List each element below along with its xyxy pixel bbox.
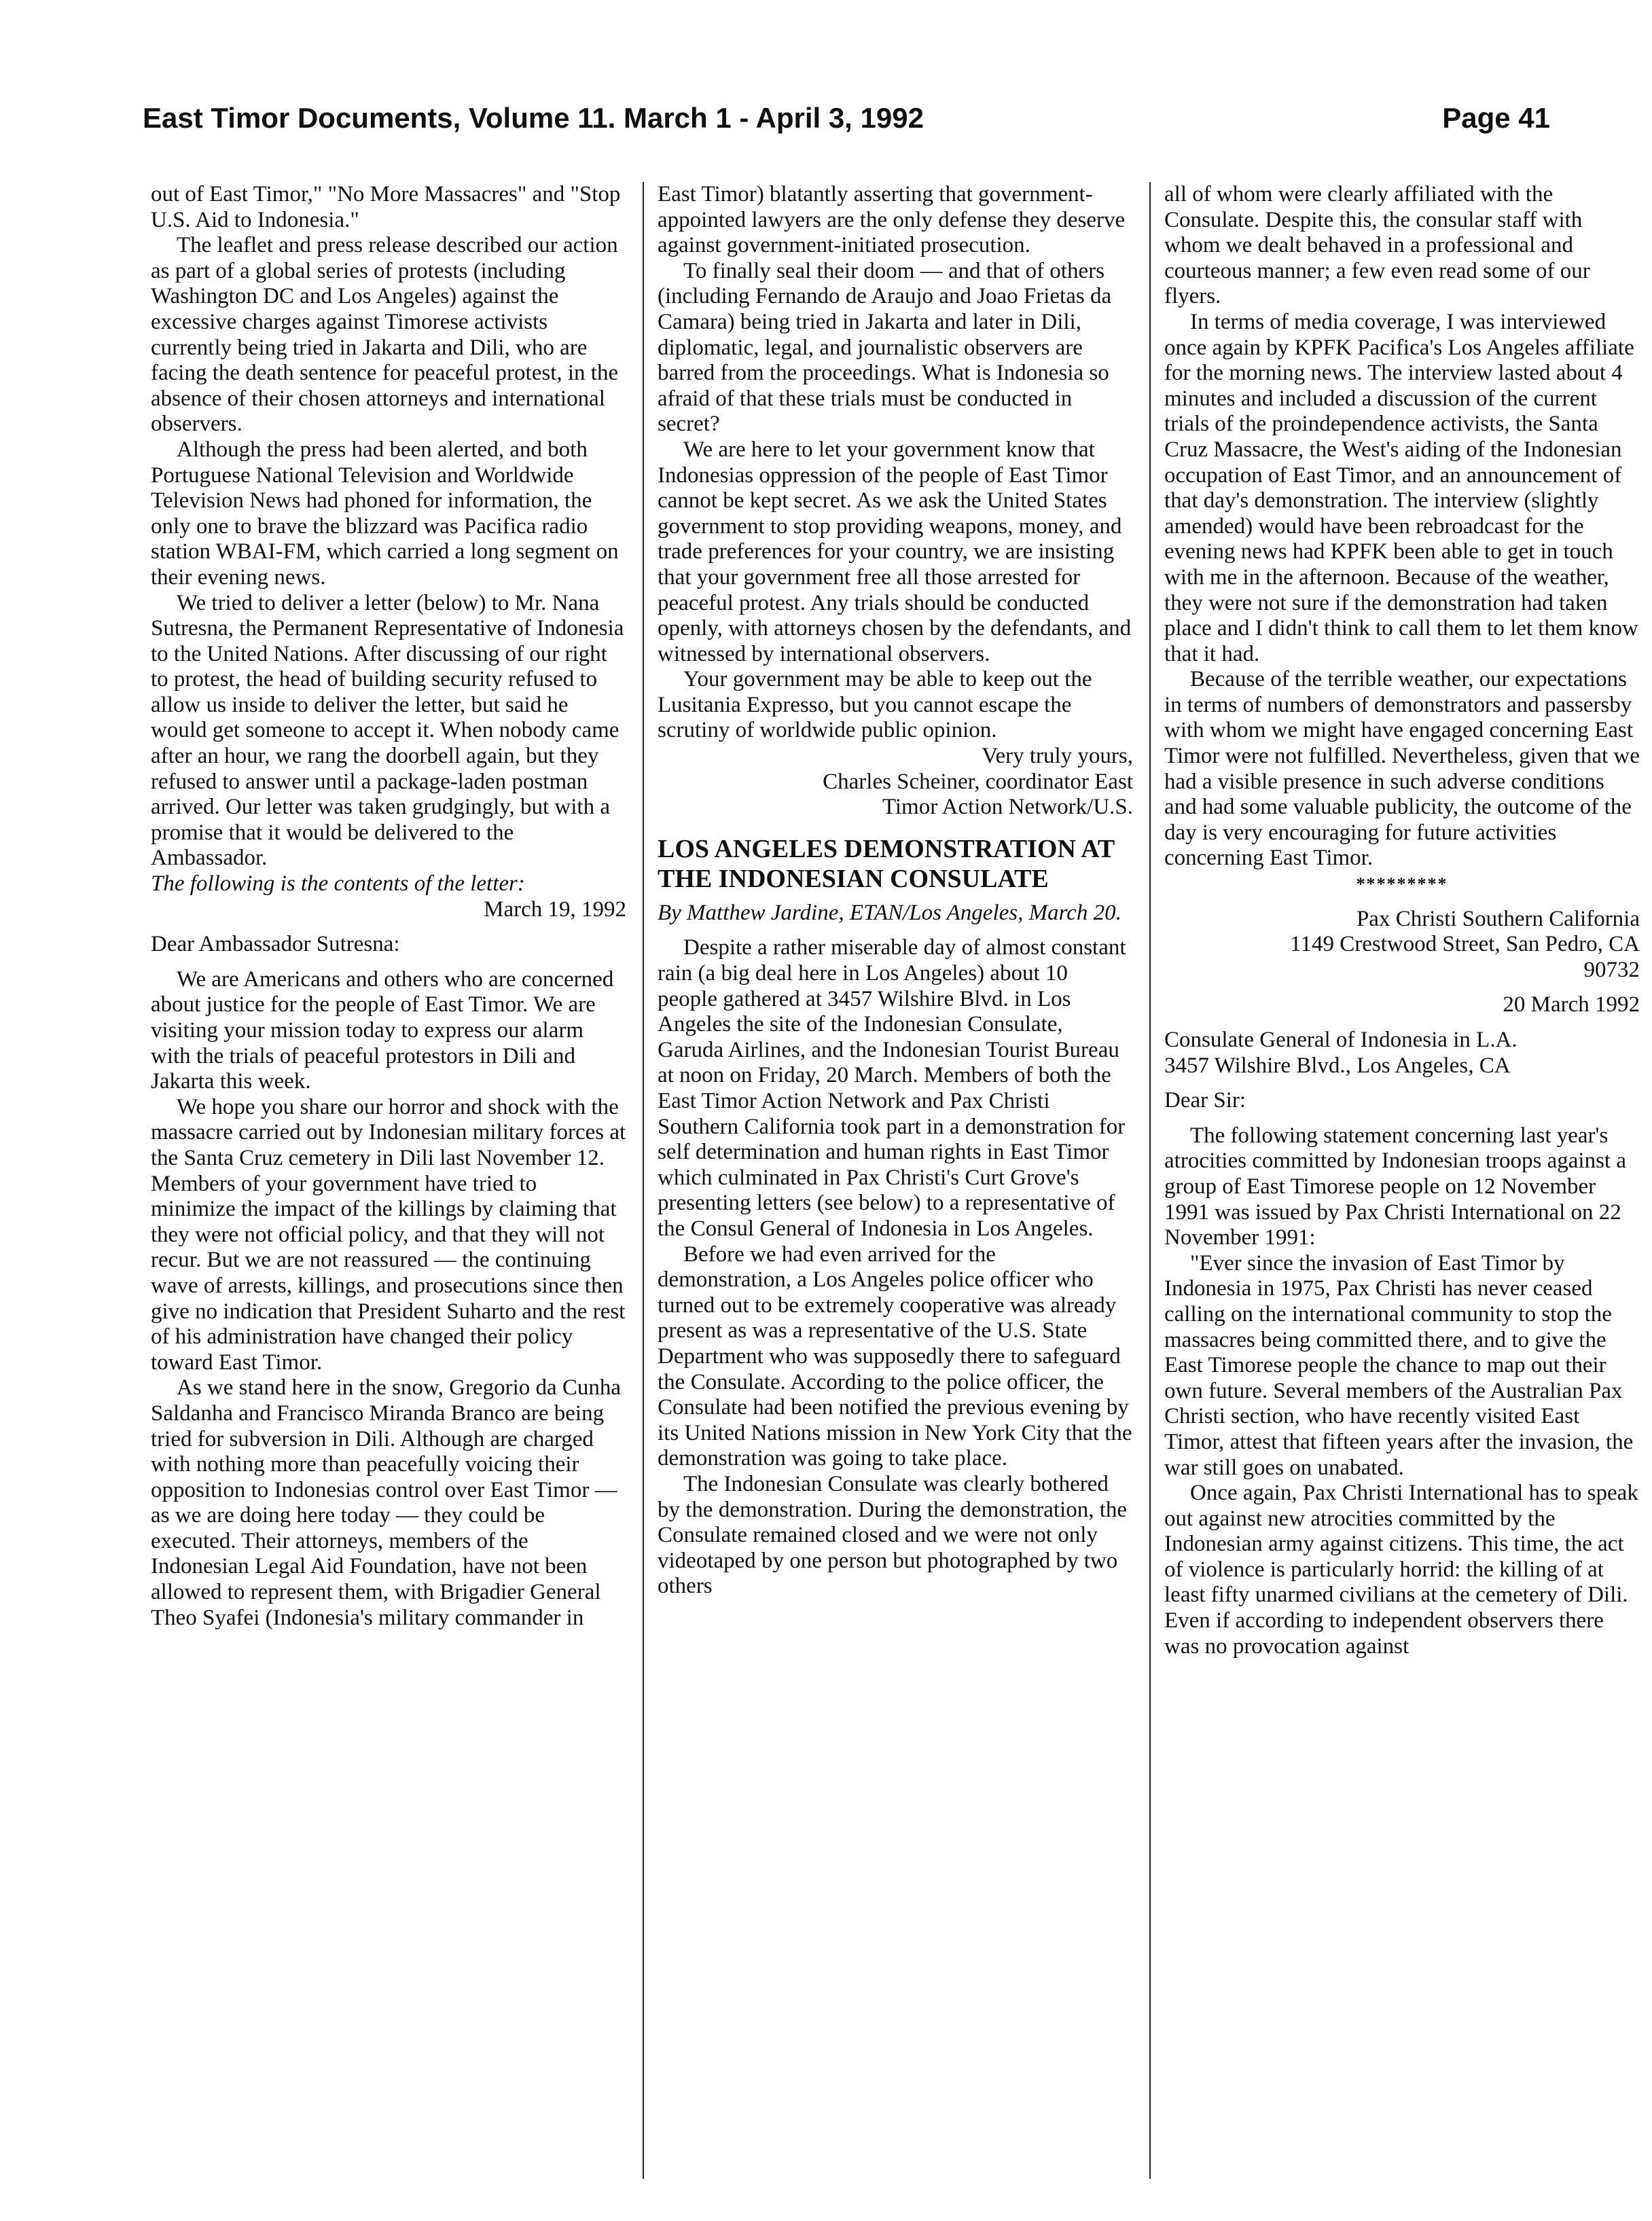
paragraph: We are here to let your government know that Indonesias oppression of the people of East Timor cannot be kept secret. As we ask the United States government to stop providing weapons, money, and trade preferences for your country, we are insisting that your government free all those arrested for peaceful protest. Any trials should be conducted openly, with attorneys chosen by the defendants, and witnessed by international observers. <box>658 437 1132 666</box>
paragraph: all of whom were clearly affiliated with the Consulate. Despite this, the consular staff with whom we dealt behaved in a professional and courteous manner; a few even read some of our flyers. <box>1164 182 1590 309</box>
paragraph: Despite a rather miserable day of almost constant rain (a big deal here in Los Angeles) about 10 people gathered at 3457 Wilshire Blvd. in Los Angeles the site of the Indonesian Consulate, Garuda Airlines, and the Indonesian Tourist Bureau at noon on Friday, 20 March. Members of both the East Timor Action Network and Pax Christi Southern California took part in a demonstration for self determination and human rights in East Timor which culminated in Pax Christi's Curt Grove's presenting letters (see below) to a representative of the Consul General of Indonesia in Los Angeles. <box>658 935 1126 1241</box>
section-separator: ********* <box>1356 874 1448 895</box>
paragraph: The leaflet and press release described our action as part of a global series of protests (including Washington DC and Los Angeles) against the excessive charges against Timorese activists currently being tried in Jakarta and Dili, who are facing the death sentence for peaceful protest, in the absence of their chosen attorneys and international observers. <box>151 233 619 437</box>
letter-intro: The following is the contents of the letter: <box>151 871 525 897</box>
byline: By Matthew Jardine, ETAN/Los Angeles, March 20. <box>658 900 1121 925</box>
header-title: East Timor Documents, Volume 11. March 1 - April 3, 1992 <box>143 102 924 134</box>
paragraph: Once again, Pax Christi International has to speak out against new atrocities committed by the Indonesian army against citizens. This time, the act of violence is particularly horrid: the killing of at least fifty unarmed civilians at the cemetery of Dili. Even if according to independent observers there was no provocation against <box>1164 1481 1638 1659</box>
column-3 <box>1164 182 1640 1659</box>
letter-salutation: Dear Sir: <box>1164 1088 1246 1113</box>
running-header <box>143 102 1550 149</box>
paragraph: East Timor) blatantly asserting that government-appointed lawyers are the only defense they deserve against government-initiated prosecution. <box>658 182 1126 258</box>
paragraph: Your government may be able to keep out the Lusitania Expresso, but you cannot escape the scrutiny of worldwide public opinion. <box>658 667 1092 743</box>
recipient-address: 3457 Wilshire Blvd., Los Angeles, CA <box>1164 1053 1511 1078</box>
paragraph: We tried to deliver a letter (below) to Mr. Nana Sutresna, the Permanent Representative of Indonesia to the United Nations. After discussing of our right to protest, the head of building security refused to allow us inside to deliver the letter, but said he would get someone to accept it. When nobody came after an hour, we rang the doorbell again, but they refused to answer until a package-laden postman arrived. Our letter was taken grudgingly, but with a promise that it would be delivered to the Ambassador. <box>151 590 624 871</box>
paragraph: Although the press had been alerted, and both Portuguese National Television and Worldwide Television News had phoned for information, the only one to brave the blizzard was Pacifica radio station WBAI-FM, which carried a long segment on their evening news. <box>151 437 619 590</box>
paragraph: out of East Timor," "No More Massacres" and "Stop U.S. Aid to Indonesia." <box>151 182 621 232</box>
paragraph: To finally seal their doom — and that of others (including Fernando de Araujo and Joao Frietas da Camara) being tried in Jakarta and later in Dili, diplomatic, legal, and journalistic observers are barred from the proceedings. What is Indonesia so afraid of that these trials must be conducted in secret? <box>658 258 1112 437</box>
sender-address: 90732 <box>1583 957 1640 982</box>
column-1 <box>151 182 626 1631</box>
letter-date: March 19, 1992 <box>484 897 626 922</box>
paragraph: Because of the terrible weather, our expectations in terms of numbers of demonstrators and passersby with whom we might have engaged concerning East Timor were not fulfilled. Nevertheless, given that we had a visible presence in such adverse conditions and had some valuable publicity, the outcome of the day is very encouraging for future activities concerning East Timor. <box>1164 667 1640 871</box>
sender-address: 1149 Crestwood Street, San Pedro, CA <box>1290 932 1640 957</box>
paragraph: We are Americans and others who are concerned about justice for the people of East Timor. We are visiting your mission today to express our alarm with the trials of peaceful protestors in Dili and Jakarta this week. <box>151 967 614 1094</box>
letter-salutation: Dear Ambassador Sutresna: <box>151 932 400 957</box>
letter-signature: Charles Scheiner, coordinator East <box>823 769 1133 794</box>
recipient-address: Consulate General of Indonesia in L.A. <box>1164 1028 1518 1052</box>
letter-date: 20 March 1992 <box>1503 992 1640 1017</box>
paragraph: "Ever since the invasion of East Timor by Indonesia in 1975, Pax Christi has never ceased calling on the international community to stop the massacres being committed there, and to give the East Timorese people the chance to map out their own future. Several members of the Australian Pax Christi section, who have recently visited East Timor, attest that fifteen years after the invasion, the war still goes on unabated. <box>1164 1250 1634 1480</box>
page-number: Page 41 <box>1442 102 1550 134</box>
paragraph: We hope you share our horror and shock with the massacre carried out by Indonesian military forces at the Santa Cruz cemetery in Dili last November 12. Members of your government have tried to minimize the impact of the killings by claiming that they were not official policy, and that they will not recur. But we are not reassured — the continuing wave of arrests, killings, and prosecutions since then give no indication that President Suharto and the rest of his administration have changed their policy toward East Timor. <box>151 1094 626 1375</box>
letter-signature: Timor Action Network/U.S. <box>882 795 1133 820</box>
column-2 <box>658 182 1133 1600</box>
column-divider <box>643 182 644 2179</box>
section-heading: LOS ANGELES DEMONSTRATION AT THE INDONESIAN CONSULATE <box>658 834 1115 893</box>
paragraph: Before we had even arrived for the demonstration, a Los Angeles police officer who turned out to be extremely cooperative was already present as was a representative of the U.S. State Department who was supposedly there to safeguard the Consulate. According to the police officer, the Consulate had been notified the previous evening by its United Nations mission in New York City that the demonstration was going to take place. <box>658 1242 1132 1471</box>
letter-closing: Very truly yours, <box>982 744 1133 769</box>
column-divider <box>1149 182 1151 2179</box>
paragraph: As we stand here in the snow, Gregorio da Cunha Saldanha and Francisco Miranda Branco are being tried for subversion in Dili. Although are charged with nothing more than peacefully voicing their opposition to Indonesias control over East Timor — as we are doing here today — they could be executed. Their attorneys, members of the Indonesian Legal Aid Foundation, have not been allowed to represent them, with Brigadier General Theo Syafei (Indonesia's military commander in <box>151 1375 622 1630</box>
paragraph: The Indonesian Consulate was clearly bothered by the demonstration. During the demonstration, the Consulate remained closed and we were not only videotaped by one person but photographed by two others <box>658 1471 1128 1599</box>
paragraph: In terms of media coverage, I was interviewed once again by KPFK Pacifica's Los Angeles affiliate for the morning news. The interview lasted about 4 minutes and included a discussion of the current trials of the proindependence activists, the Santa Cruz Massacre, the West's aiding of the Indonesian occupation of East Timor, and an announcement of that day's demonstration. The interview (slightly amended) would have been rebroadcast for the evening news had KPFK been able to get in touch with me in the afternoon. Because of the weather, they were not sure if the demonstration had taken place and I didn't think to call them to let them know that it had. <box>1164 309 1638 666</box>
sender-address: Pax Christi Southern California <box>1356 906 1640 931</box>
paragraph: The following statement concerning last year's atrocities committed by Indonesian troops against a group of East Timorese people on 12 November 1991 was issued by Pax Christi International on 22 November 1991: <box>1164 1123 1626 1250</box>
